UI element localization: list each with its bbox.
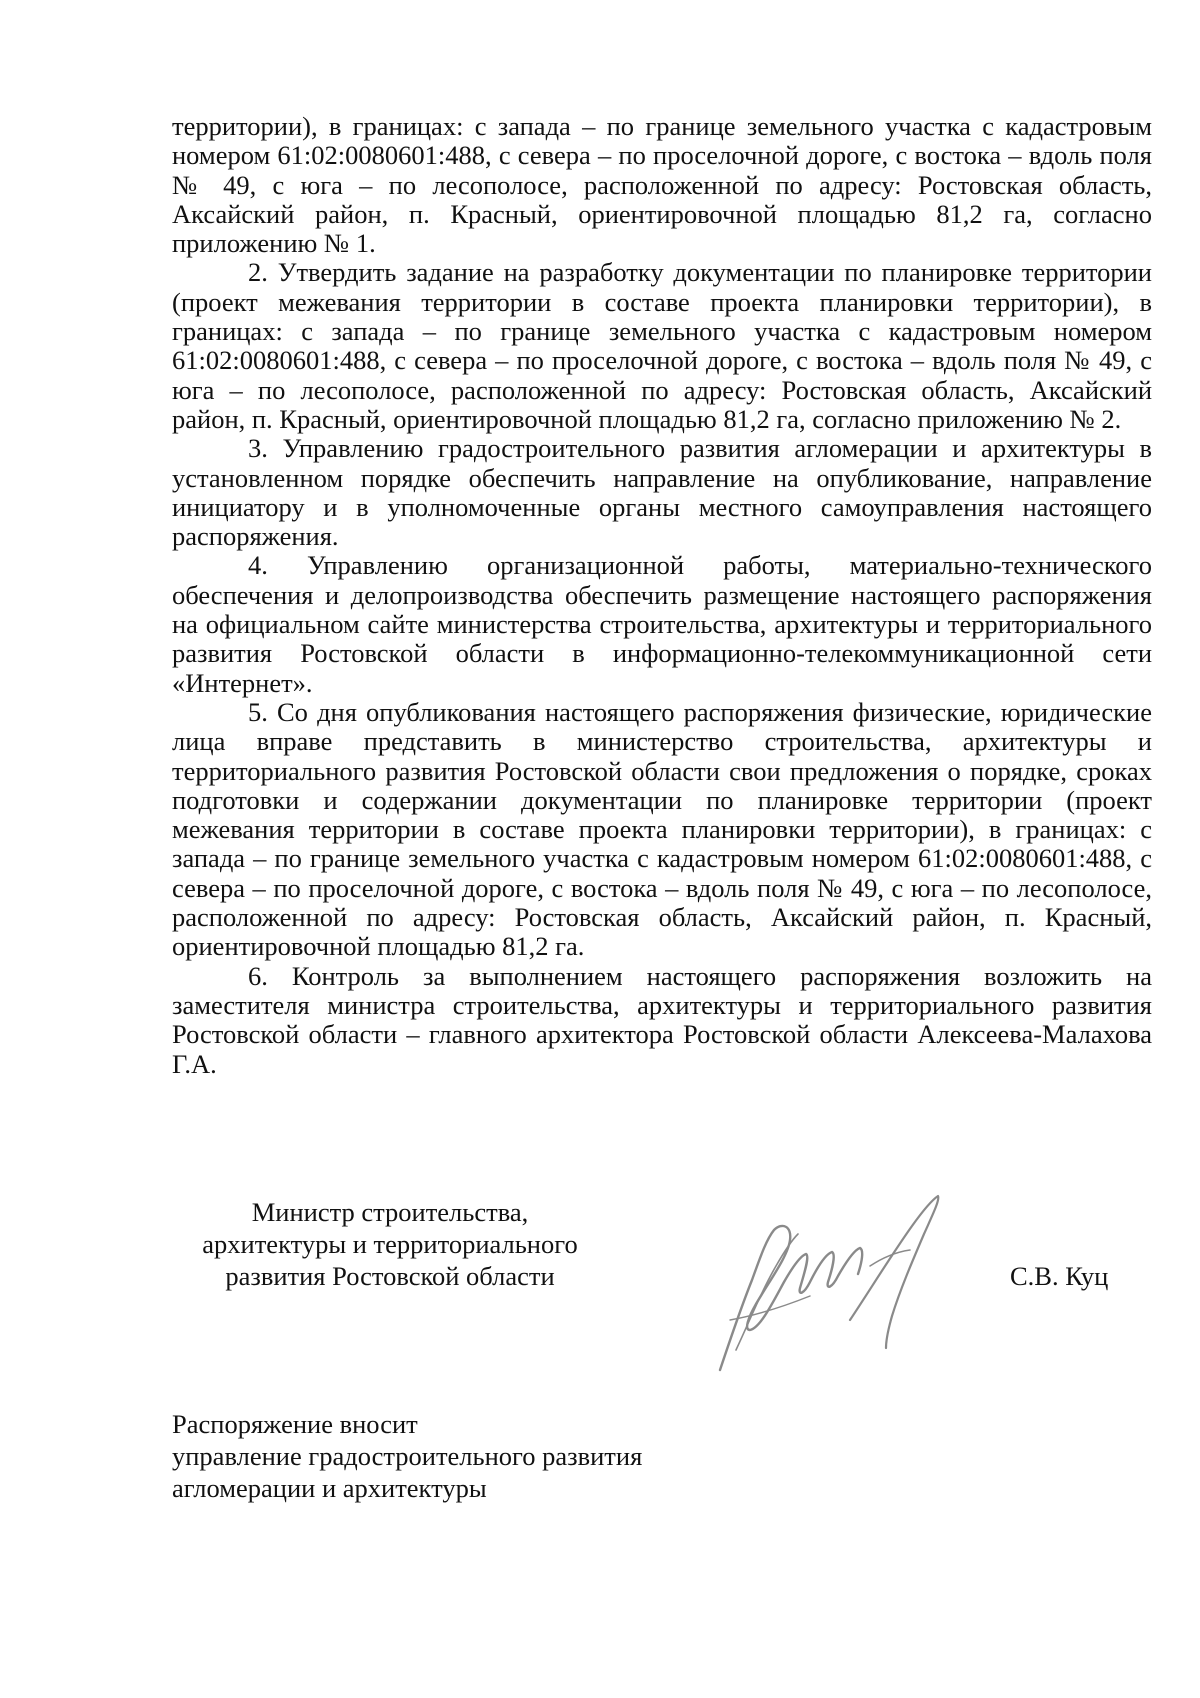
signatory-name: С.В. Куц <box>1010 1261 1109 1291</box>
submitter-line-3: агломерации и архитектуры <box>172 1473 487 1503</box>
signatory-position-line-2: архитектуры и территориального <box>202 1229 578 1259</box>
submitter-note <box>172 1408 642 1504</box>
signatory-position <box>160 1196 620 1292</box>
submitter-line-2: управление градостроительного развития <box>172 1441 643 1471</box>
signatory-position-line-1: Министр строительства, <box>251 1197 529 1227</box>
signature-stroke-2 <box>736 1234 798 1350</box>
signature-stroke-1 <box>720 1226 862 1370</box>
submitter-line-1: Распоряжение вносит <box>172 1409 418 1439</box>
handwritten-signature <box>700 1170 990 1380</box>
paragraph-item-4: 4. Управлению организационной работы, материально-технического обеспечения и делопроизводства обеспечить размещение настоящего распоряжения на официальном сайте министерства строительства, архитектуры и территориального развития Ростовской области в информационно-телекоммуникационной сети «Интернет». <box>172 550 1152 698</box>
signature-stroke-4 <box>850 1196 938 1348</box>
paragraph-item-2: 2. Утвердить задание на разработку документации по планировке территории (проект межевания территории в составе проекта планировки территории), в границах: с запада – по границе земельного участка с кадастровым номером 61:02:0080601:488, с севера – по проселочной дороге, с востока – вдоль поля № 49, с юга – по лесополосе, расположенной по адресу: Ростовская область, Аксайский район, п. Красный, ориентировочной площадью 81,2 га, согласно приложению № 2. <box>172 257 1152 434</box>
paragraph-item-3: 3. Управлению градостроительного развития агломерации и архитектуры в установленном порядке обеспечить направление на опубликование, направление инициатору и в уполномоченные органы местного самоуправления настоящего распоряжения. <box>172 433 1152 552</box>
paragraph-item-6: 6. Контроль за выполнением настоящего распоряжения возложить на заместителя министра строительства, архитектуры и территориального развития Ростовской области – главного архитектора Ростовской области Алексеева-Малахова Г.А. <box>172 960 1152 1079</box>
signatory-position-line-3: развития Ростовской области <box>225 1261 555 1291</box>
paragraph-continuation: территории), в границах: с запада – по границе земельного участка с кадастровым номером 61:02:0080601:488, с севера – по проселочной дороге, с востока – вдоль поля № 49, с юга – по лесополосе, расположенной по адресу: Ростовская область, Аксайский район, п. Красный, ориентировочной площадью 81,2 га, согласно приложению № 1. <box>172 111 1152 259</box>
paragraph-item-5: 5. Со дня опубликования настоящего распоряжения физические, юридические лица вправе представить в министерство строительства, архитектуры и территориального развития Ростовской области свои предложения о порядке, сроках подготовки и содержании документации по планировке территории (проект межевания территории в составе проекта планировки территории), в границах: с запада – по границе земельного участка с кадастровым номером 61:02:0080601:488, с севера – по проселочной дороге, с востока – вдоль поля № 49, с юга – по лесополосе, расположенной по адресу: Ростовская область, Аксайский район, п. Красный, ориентировочной площадью 81,2 га. <box>172 696 1152 962</box>
document-body <box>172 112 1152 1079</box>
